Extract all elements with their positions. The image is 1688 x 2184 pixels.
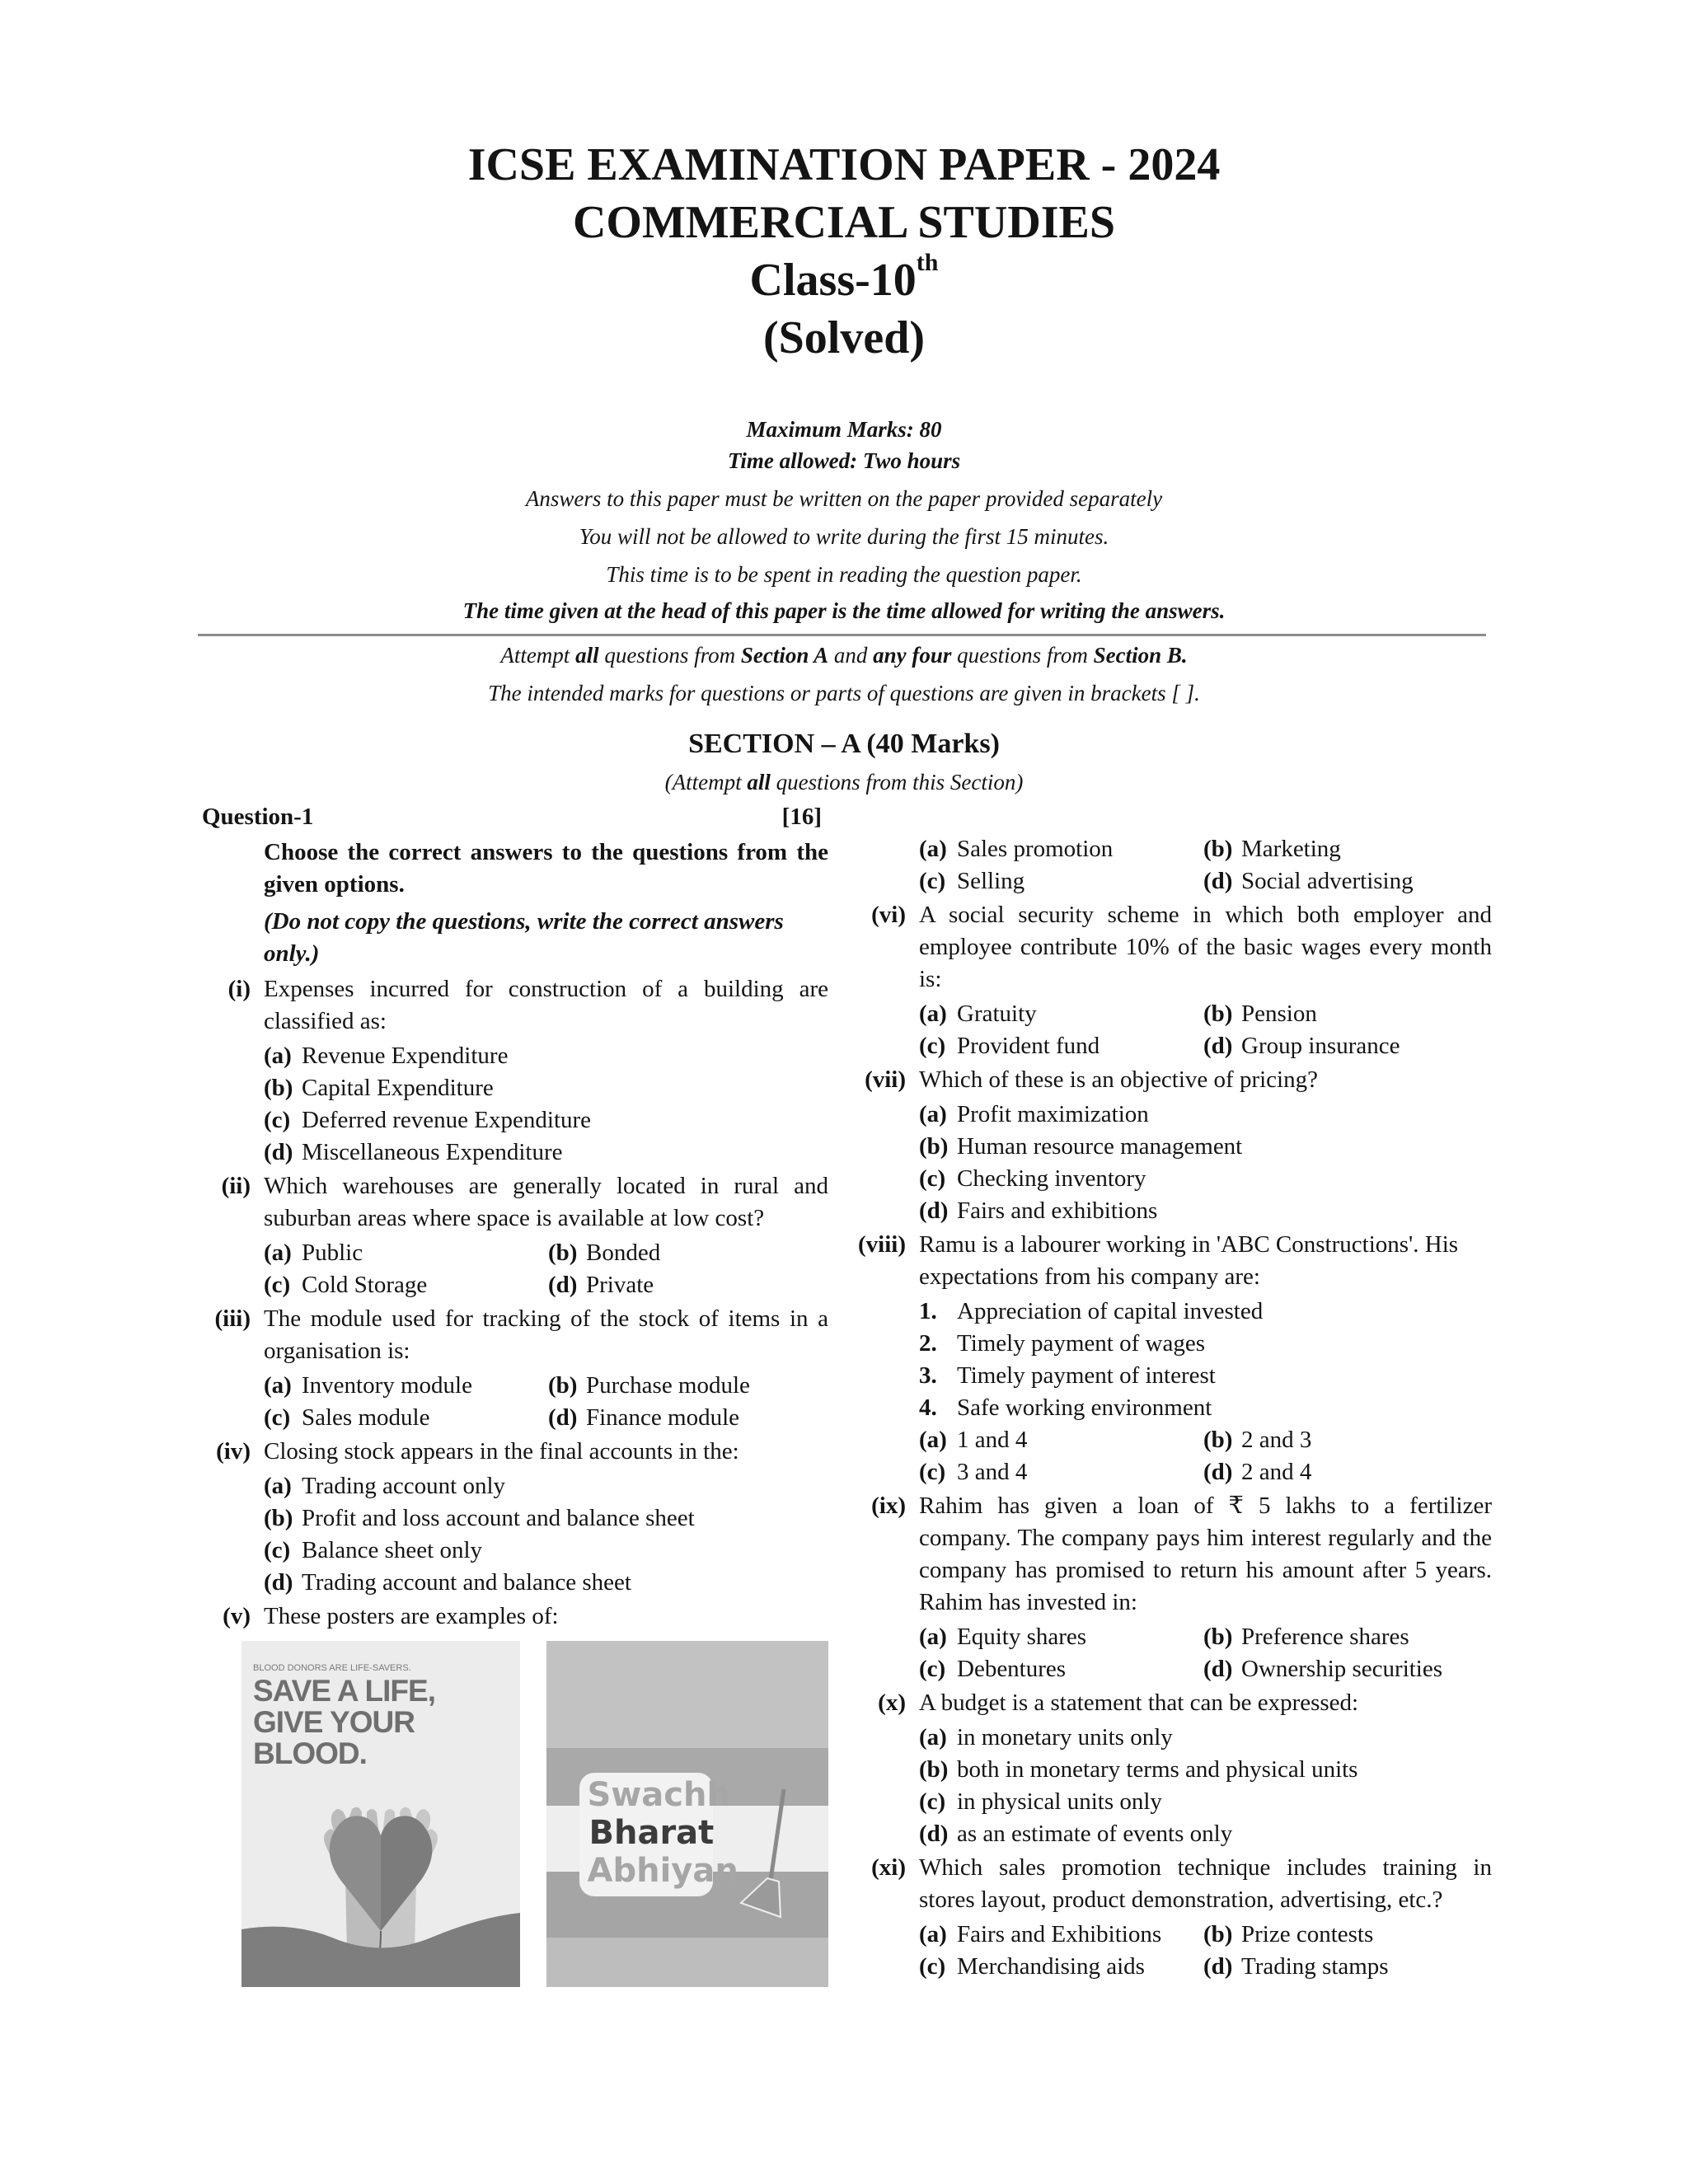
question-text: Which warehouses are generally located in rural and suburban areas where space is available at low cost? [264,1173,828,1231]
option [264,1502,828,1535]
option-text: 3 and 4 [957,1459,1028,1485]
option [548,1237,660,1269]
option [264,1104,828,1137]
option-text: Revenue Expenditure [302,1043,509,1069]
option-text: 2 and 4 [1241,1459,1312,1485]
poster-word: Bharat [588,1814,715,1852]
question-number: (iv) [216,1438,251,1465]
attempt-p2: questions from [598,643,741,668]
option-letter: (d) [548,1272,578,1298]
option-letter: (a) [919,1101,947,1127]
question-item [857,1229,1492,1488]
question-text: The module used for tracking of the stock of items in a organisation is: [264,1305,828,1364]
option [919,1030,1203,1062]
option-text: Social advertising [1241,868,1414,894]
solved-label: (Solved) [763,312,925,363]
list-number: 1. [919,1298,937,1324]
option [548,1269,654,1301]
option [264,1040,828,1072]
option [264,1269,548,1301]
section-sub-b: all [747,770,771,794]
option [919,998,1203,1030]
option-letter: (c) [264,1404,291,1431]
option-letter: (b) [1203,836,1233,862]
list-text: Safe working environment [957,1394,1212,1421]
option-letter: (b) [264,1075,293,1101]
option [1203,1653,1442,1685]
question-item [857,1490,1492,1685]
option [1203,1919,1373,1951]
option-text: Public [302,1240,363,1266]
option-letter: (a) [919,1724,947,1750]
option-text: Prize contests [1241,1921,1374,1947]
option-text: Trading account only [302,1473,506,1499]
swachh-bharat-poster [546,1641,829,1987]
option-text: Inventory module [302,1372,472,1399]
list-number: 3. [919,1362,937,1389]
option-letter: (d) [1203,1656,1233,1682]
option-text: Trading stamps [1241,1953,1389,1980]
question-number-spacer [857,833,919,898]
option-letter: (d) [264,1569,293,1596]
list-item [919,1360,1492,1392]
option [919,1131,1492,1163]
option-letter: (d) [548,1404,578,1431]
option-text: Sales module [302,1404,430,1431]
question-number: (x) [878,1690,906,1716]
question-text: A social security scheme in which both employer and employee contribute 10% of the basic wages every month is: [919,902,1492,992]
option-letter: (a) [919,1427,947,1453]
question-number: (viii) [858,1231,906,1258]
option-letter: (d) [1203,1953,1233,1980]
option [919,1754,1492,1786]
option-text: Finance module [586,1404,740,1431]
question-item-continued [857,833,1492,898]
poster-images [202,1641,828,1987]
question-item [202,1170,828,1301]
attempt-p1: Attempt [500,643,576,668]
option-text: Balance sheet only [302,1537,483,1563]
option-letter: (c) [264,1272,291,1298]
option-letter: (c) [919,1953,946,1980]
question-text: Which of these is an objective of pricing? [919,1066,1318,1093]
subject-title: COMMERCIAL STUDIES [572,197,1116,248]
option-letter: (b) [919,1756,949,1783]
option [548,1402,739,1434]
marks-note: The intended marks for questions or parts of questions are given in brackets [ ]. [488,681,1200,705]
option-letter: (b) [264,1505,293,1531]
option [264,1402,548,1434]
option-text: Preference shares [1241,1624,1409,1650]
broom-icon [546,1641,829,1987]
option-text: Cold Storage [302,1272,428,1298]
option-text: as an estimate of events only [957,1821,1233,1847]
attempt-b3: any four [873,643,952,668]
question-text: Expenses incurred for construction of a building are classified as: [264,976,828,1034]
section-subtitle [0,770,1688,795]
option-text: Profit maximization [957,1101,1149,1127]
option-text: in monetary units only [957,1724,1173,1750]
question-item [857,1687,1492,1850]
question-item [202,1436,828,1599]
left-column [202,801,828,1987]
option [264,1072,828,1104]
option-letter: (a) [919,1624,947,1650]
option-letter: (a) [264,1372,292,1399]
instruction-line-bold: The time given at the head of this paper is the time allowed for writing the answers. [462,598,1226,623]
option-letter: (a) [264,1473,292,1499]
attempt-p4: questions from [951,643,1094,668]
question-number: (v) [223,1603,251,1629]
option [264,1370,548,1402]
option-letter: (d) [919,1197,949,1224]
option-text: Private [586,1272,654,1298]
option-letter: (a) [919,1001,947,1027]
section-sub-p1: (Attempt [664,770,748,794]
attempt-b2: Section A [740,643,829,668]
question-item [857,899,1492,1062]
class-text: Class-10 [749,255,917,306]
section-title: SECTION – A (40 Marks) [688,729,1000,759]
question-text: Ramu is a labourer working in 'ABC Constructions'. His expectations from his company are: [919,1231,1459,1290]
option-text: Equity shares [957,1624,1087,1650]
option [919,1653,1203,1685]
list-number: 4. [919,1394,937,1421]
option-text: Miscellaneous Expenditure [302,1139,563,1165]
question-text: A budget is a statement that can be expressed: [919,1690,1359,1716]
option-letter: (b) [919,1133,949,1160]
question-number: (ii) [221,1173,251,1199]
option-letter: (d) [264,1139,293,1165]
list-text: Appreciation of capital invested [957,1298,1264,1324]
option [1203,1424,1311,1456]
poster-word: Abhiyan [587,1852,738,1890]
option-text: Capital Expenditure [302,1075,494,1101]
paper-title: ICSE EXAMINATION PAPER - 2024 [467,139,1221,190]
option-letter: (a) [264,1240,292,1266]
option-text: Fairs and Exhibitions [957,1921,1162,1947]
poster-headline-line: BLOOD. [253,1736,367,1770]
list-item [919,1392,1492,1424]
option-text: Marketing [1241,836,1341,862]
attempt-instruction [0,643,1688,668]
instruction-line: You will not be allowed to write during the first 15 minutes. [579,524,1109,549]
option-text: Sales promotion [957,836,1114,862]
poster-headline-line: SAVE A LIFE, [253,1674,435,1708]
option-letter: (b) [548,1372,578,1399]
option [264,1470,828,1502]
question-number: (vi) [871,902,906,928]
option-text: Pension [1241,1001,1317,1027]
option-letter: (c) [919,868,946,894]
option [919,833,1203,865]
option-letter: (b) [1203,1001,1233,1027]
option-letter: (d) [1203,1459,1233,1485]
question-item [202,1303,828,1434]
option [919,1919,1203,1951]
option-letter: (a) [919,1921,947,1947]
instruction-line: This time is to be spent in reading the question paper. [606,562,1082,587]
question-note: (Do not copy the questions, write the correct answers only.) [264,908,784,967]
option-text: Ownership securities [1241,1656,1443,1682]
option [1203,1621,1409,1653]
list-text: Timely payment of wages [957,1330,1205,1357]
class-suffix: th [916,249,939,276]
option-text: Provident fund [957,1033,1100,1059]
question-header [202,801,822,833]
question-text: Rahim has given a loan of ₹ 5 lakhs to a fertilizer company. The company pays him interest regularly and the company has promised to return his amount after 5 years. Rahim has invested in: [919,1493,1492,1615]
option [1203,865,1414,898]
list-item [919,1328,1492,1360]
option-text: Human resource management [957,1133,1243,1160]
option-text: Group insurance [1241,1033,1400,1059]
list-item [919,1296,1492,1328]
option [264,1567,828,1599]
option-letter: (c) [919,1656,946,1682]
option [264,1535,828,1567]
class-label [0,249,1688,307]
option-letter: (b) [548,1240,578,1266]
option-text: Debentures [957,1656,1067,1682]
option [919,1951,1203,1983]
option-text: Trading account and balance sheet [302,1569,631,1596]
question-text: Closing stock appears in the final accounts in the: [264,1438,739,1465]
option-letter: (c) [919,1033,946,1059]
option-letter: (d) [1203,1033,1233,1059]
option-text: 2 and 3 [1241,1427,1312,1453]
option-letter: (b) [1203,1624,1233,1650]
poster-headline-line: GIVE YOUR [253,1705,415,1739]
option-text: Gratuity [957,1001,1037,1027]
option [919,1818,1492,1850]
question-item [202,1601,828,1633]
question-text: These posters are examples of: [264,1603,559,1629]
option [1203,1456,1311,1488]
question-intro: Choose the correct answers to the questions from the given options. [264,839,828,898]
question-item [202,973,828,1169]
time-allowed: Time allowed: Two hours [727,448,961,473]
question-text: Which sales promotion technique includes training in stores layout, product demonstration, advertising, etc.? [919,1854,1492,1913]
option-text: both in monetary terms and physical units [957,1756,1358,1783]
option-letter: (b) [1203,1427,1233,1453]
header-divider [198,634,1486,636]
option-text: in physical units only [957,1788,1162,1815]
attempt-b4: Section B. [1093,643,1188,668]
hands-heart-illustration [241,1641,520,1987]
question-number: (xi) [871,1854,906,1881]
option-letter: (c) [919,1788,946,1815]
option-letter: (a) [919,836,947,862]
poster-word: Swachh [587,1776,730,1814]
option [1203,833,1341,865]
option-letter: (c) [264,1537,291,1563]
option-letter: (d) [919,1821,949,1847]
option-text: Selling [957,868,1025,894]
option [919,1099,1492,1131]
option-letter: (b) [1203,1921,1233,1947]
list-text: Timely payment of interest [957,1362,1216,1389]
question-item [857,1064,1492,1227]
option-letter: (a) [264,1043,292,1069]
instruction-line: Answers to this paper must be written on the paper provided separately [525,486,1163,511]
option-letter: (c) [919,1459,946,1485]
right-column [857,832,1492,1983]
option-text: Checking inventory [957,1165,1146,1192]
blood-donation-poster [241,1641,520,1987]
question-marks: [16] [781,804,822,830]
option-text: Profit and loss account and balance sheet [302,1505,695,1531]
option [919,1786,1492,1818]
question-number: (ix) [871,1493,906,1519]
option [919,865,1203,898]
option [548,1370,750,1402]
option-text: Fairs and exhibitions [957,1197,1158,1224]
option [919,1621,1203,1653]
option [1203,1951,1389,1983]
option-letter: (d) [1203,868,1233,894]
list-number: 2. [919,1330,937,1357]
option [264,1137,828,1169]
attempt-b1: all [575,643,599,668]
question-label: Question-1 [202,804,314,830]
question-number: (i) [227,976,251,1002]
option-text: Deferred revenue Expenditure [302,1107,592,1133]
option-text: Merchandising aids [957,1953,1145,1980]
option [1203,1030,1400,1062]
option-text: Bonded [586,1240,661,1266]
option-letter: (c) [919,1165,946,1192]
option-text: Purchase module [586,1372,750,1399]
option [1203,998,1317,1030]
option [264,1237,548,1269]
question-item [857,1852,1492,1983]
option [919,1456,1203,1488]
option-text: 1 and 4 [957,1427,1028,1453]
attempt-p3: and [828,643,874,668]
option [919,1424,1203,1456]
question-number: (vii) [865,1066,906,1093]
max-marks: Maximum Marks: 80 [746,417,942,442]
question-number: (iii) [214,1305,251,1332]
option [919,1195,1492,1227]
option [919,1722,1492,1754]
option [919,1163,1492,1195]
section-sub-p2: questions from this Section) [770,770,1024,794]
option-letter: (c) [264,1107,291,1133]
poster-tagline: BLOOD DONORS ARE LIFE-SAVERS. [253,1663,411,1673]
